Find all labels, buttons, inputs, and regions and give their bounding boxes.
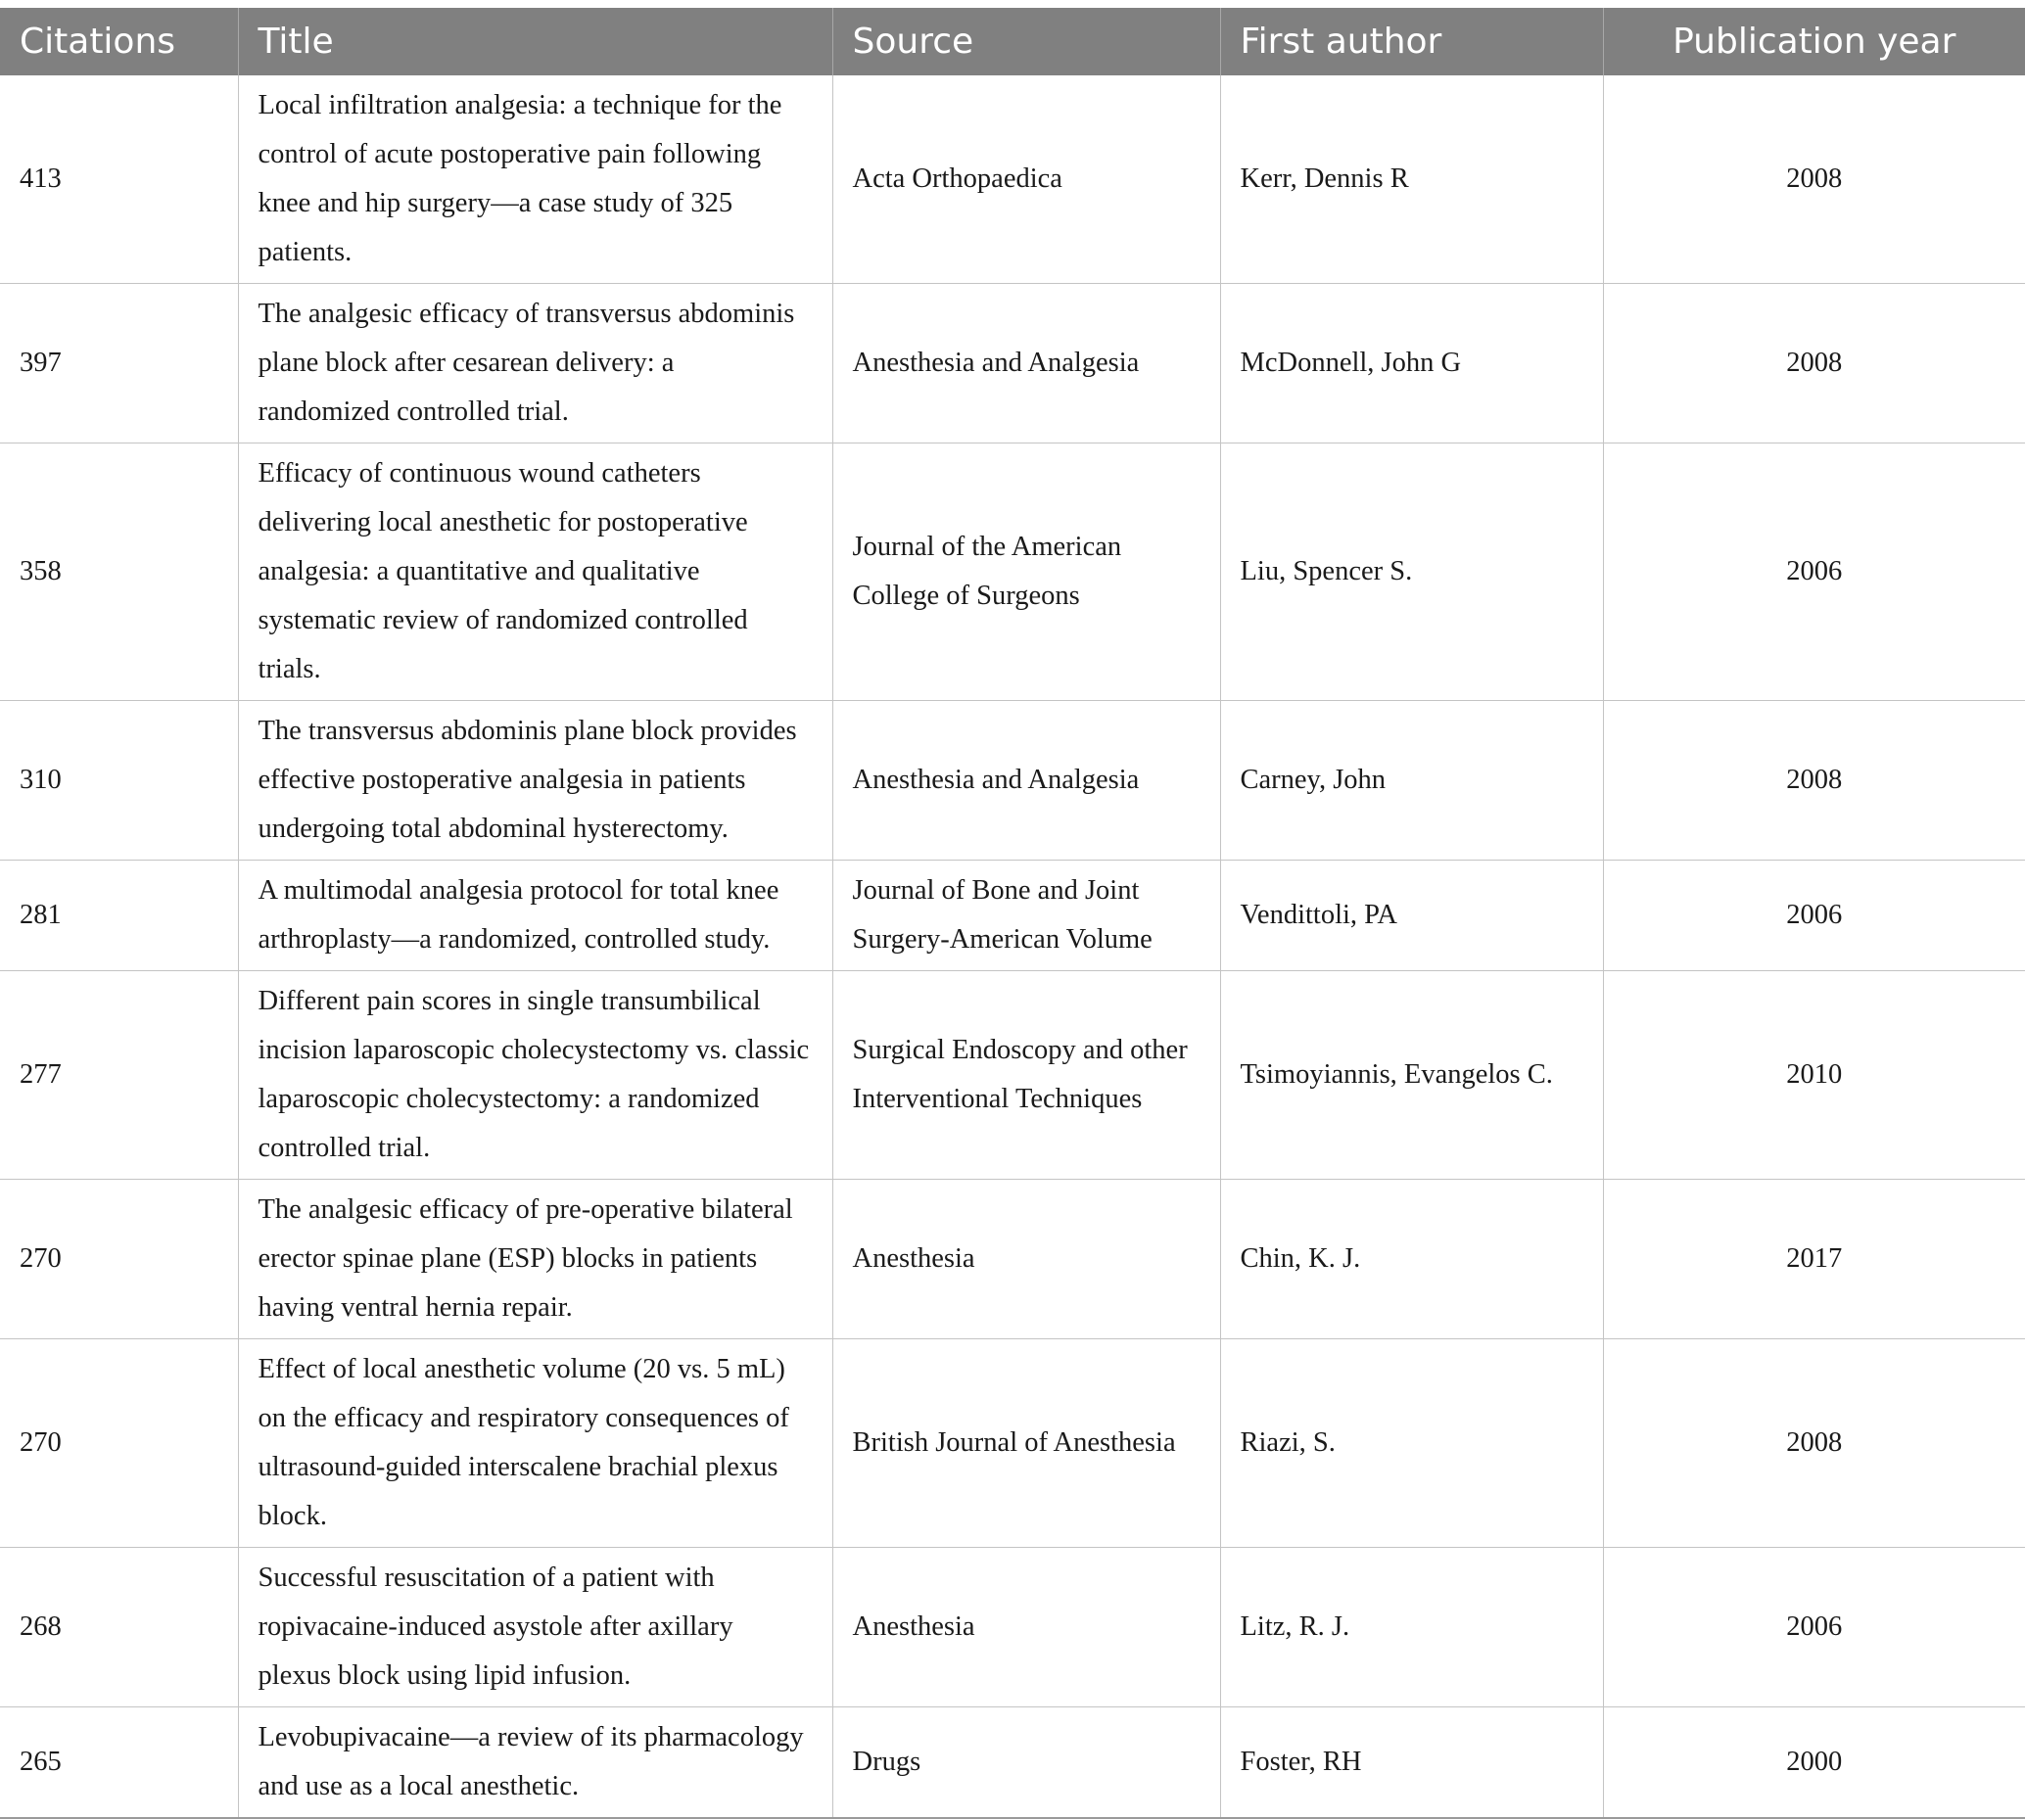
cell-year: 2000: [1603, 1707, 2025, 1819]
cell-citations: 310: [0, 701, 238, 861]
cell-title: The analgesic efficacy of transversus abdominis plane block after cesarean delivery: a randomized controlled trial.: [238, 284, 832, 443]
table-body: [0, 75, 2025, 1818]
cell-citations: 413: [0, 75, 238, 284]
cell-first-author: Carney, John: [1220, 701, 1603, 861]
cell-year: 2008: [1603, 75, 2025, 284]
cell-title: The transversus abdominis plane block provides effective postoperative analgesia in patients undergoing total abdominal hysterectomy.: [238, 701, 832, 861]
cell-source: Journal of the American College of Surgeons: [832, 443, 1220, 701]
cell-title: Different pain scores in single transumbilical incision laparoscopic cholecystectomy vs. classic laparoscopic cholecystectomy: a randomized controlled trial.: [238, 971, 832, 1180]
table-row: [0, 75, 2025, 284]
cell-title: Efficacy of continuous wound catheters delivering local anesthetic for postoperative analgesia: a quantitative and qualitative systematic review of randomized controlled trials.: [238, 443, 832, 701]
table-row: [0, 1548, 2025, 1707]
cell-citations: 270: [0, 1180, 238, 1339]
cell-year: 2008: [1603, 1339, 2025, 1548]
cell-year: 2006: [1603, 443, 2025, 701]
table-row: [0, 861, 2025, 971]
cell-source: Acta Orthopaedica: [832, 75, 1220, 284]
table-row: [0, 1180, 2025, 1339]
table-row: [0, 284, 2025, 443]
cell-title: Local infiltration analgesia: a technique for the control of acute postoperative pain following knee and hip surgery—a case study of 325 patients.: [238, 75, 832, 284]
cell-title: Levobupivacaine—a review of its pharmacology and use as a local anesthetic.: [238, 1707, 832, 1819]
table-row: [0, 1339, 2025, 1548]
cell-year: 2010: [1603, 971, 2025, 1180]
citations-table: [0, 8, 2025, 1819]
cell-first-author: Chin, K. J.: [1220, 1180, 1603, 1339]
cell-source: Surgical Endoscopy and other Interventional Techniques: [832, 971, 1220, 1180]
cell-title: Successful resuscitation of a patient with ropivacaine-induced asystole after axillary plexus block using lipid infusion.: [238, 1548, 832, 1707]
cell-citations: 265: [0, 1707, 238, 1819]
table-row: [0, 701, 2025, 861]
table-row: [0, 971, 2025, 1180]
cell-first-author: Riazi, S.: [1220, 1339, 1603, 1548]
header-citations: Citations: [0, 8, 238, 75]
cell-citations: 268: [0, 1548, 238, 1707]
cell-year: 2006: [1603, 861, 2025, 971]
header-title: Title: [238, 8, 832, 75]
header-publication-year: Publication year: [1603, 8, 2025, 75]
cell-year: 2008: [1603, 701, 2025, 861]
cell-title: The analgesic efficacy of pre-operative bilateral erector spinae plane (ESP) blocks in patients having ventral hernia repair.: [238, 1180, 832, 1339]
cell-first-author: Liu, Spencer S.: [1220, 443, 1603, 701]
cell-source: Anesthesia and Analgesia: [832, 701, 1220, 861]
cell-citations: 281: [0, 861, 238, 971]
cell-source: Anesthesia and Analgesia: [832, 284, 1220, 443]
cell-year: 2017: [1603, 1180, 2025, 1339]
cell-year: 2006: [1603, 1548, 2025, 1707]
cell-first-author: Litz, R. J.: [1220, 1548, 1603, 1707]
cell-source: Journal of Bone and Joint Surgery-American Volume: [832, 861, 1220, 971]
cell-first-author: Vendittoli, PA: [1220, 861, 1603, 971]
cell-source: British Journal of Anesthesia: [832, 1339, 1220, 1548]
cell-title: A multimodal analgesia protocol for total knee arthroplasty—a randomized, controlled study.: [238, 861, 832, 971]
cell-citations: 397: [0, 284, 238, 443]
table-row: [0, 1707, 2025, 1819]
cell-source: Anesthesia: [832, 1548, 1220, 1707]
table-row: [0, 443, 2025, 701]
cell-first-author: Kerr, Dennis R: [1220, 75, 1603, 284]
cell-citations: 358: [0, 443, 238, 701]
cell-first-author: Tsimoyiannis, Evangelos C.: [1220, 971, 1603, 1180]
cell-year: 2008: [1603, 284, 2025, 443]
cell-citations: 277: [0, 971, 238, 1180]
cell-first-author: Foster, RH: [1220, 1707, 1603, 1819]
cell-first-author: McDonnell, John G: [1220, 284, 1603, 443]
table-header: [0, 8, 2025, 75]
cell-source: Anesthesia: [832, 1180, 1220, 1339]
header-first-author: First author: [1220, 8, 1603, 75]
cell-title: Effect of local anesthetic volume (20 vs. 5 mL) on the efficacy and respiratory consequences of ultrasound-guided interscalene brachial plexus block.: [238, 1339, 832, 1548]
cell-source: Drugs: [832, 1707, 1220, 1819]
cell-citations: 270: [0, 1339, 238, 1548]
header-row: [0, 8, 2025, 75]
header-source: Source: [832, 8, 1220, 75]
